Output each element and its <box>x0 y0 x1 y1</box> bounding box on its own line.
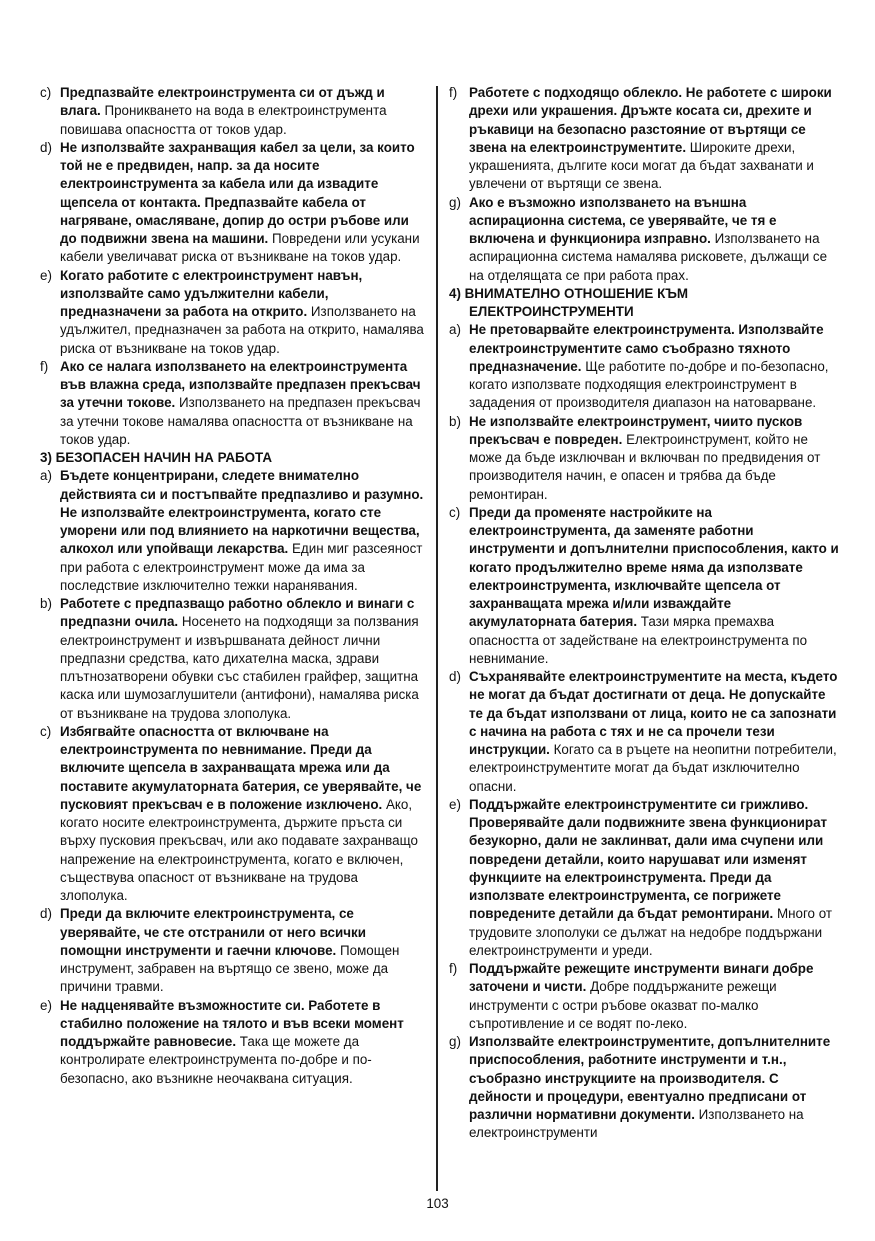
section-heading: 4) ВНИМАТЕЛНО ОТНОШЕНИЕ КЪМ ЕЛЕКТРОИНСТРУМЕНТИ <box>449 285 689 319</box>
item-text <box>469 1033 839 1143</box>
list-item <box>40 595 425 723</box>
list-item <box>40 358 425 449</box>
normal-text: Ако, когато носите електроинструмента, държите пръста си върху пусковия прекъсвач, или ако подавате захранващо напрежение на електроинструмента, когато е включен, съществува опасност от възникване на трудова злополука. <box>60 796 418 903</box>
item-text <box>60 997 425 1088</box>
item-text <box>469 84 839 194</box>
normal-text: Електроинструмент, който не може да бъде изключван и включван по предвидения от производителя начин, е опасен и трябва да бъде ремонтиран. <box>469 431 821 502</box>
normal-text: Повредени или усукани кабели увеличават риска от възникване на токов удар. <box>60 231 420 265</box>
normal-text: Ще работите по-добре и по-безопасно, когато използвате подходящия електроинструмент в зададения от производителя диапазон на натоварване. <box>469 358 829 411</box>
list-item <box>449 960 839 1033</box>
item-text <box>469 413 839 504</box>
item-text <box>60 267 425 358</box>
item-text <box>469 668 839 796</box>
item-label: d) <box>40 139 52 155</box>
list-item <box>449 84 839 194</box>
bold-text: Съхранявайте електроинструментите на места, където не могат да бъдат достигнати от деца. Не допускайте те да бъдат използвани от лица, които не са запознати с начина на работа с тях и не са прочели тези инструкции. <box>469 669 838 757</box>
normal-text: Използването на аспирационна система намалява рисковете, дължащи се на отделящата се при работа прах. <box>469 231 828 283</box>
item-label: b) <box>40 596 52 611</box>
bold-text: Ако е възможно използването на външна аспирационна система, се уверявайте, че тя е включена и функционира изправно. <box>469 194 777 246</box>
item-text <box>60 84 425 139</box>
bold-text: Бъдете концентрирани, следете внимателно действията си и постъпвайте предпазливо и разумно. Не използвайте електроинструмента, когато сте уморени или под влиянието на наркотични вещества, алкохол или упойващи лекарства. <box>60 468 424 557</box>
list-item <box>40 997 425 1088</box>
bold-text: Не използвайте електроинструмент, чиито пусков прекъсвач е повреден. <box>469 413 803 447</box>
item-label: a) <box>449 322 461 338</box>
list-item <box>40 723 425 906</box>
normal-text: Добре поддържаните режещи инструменти с остри ръбове оказват по-малко съпротивление и се водят по-леко. <box>469 979 777 1031</box>
list-item <box>40 267 425 358</box>
item-text <box>60 467 425 595</box>
normal-text: Така ще можете да контролирате електроинструмента по-добре и по-безопасно, ако възникне неочаквана ситуация. <box>60 1034 372 1086</box>
item-label: e) <box>40 267 52 283</box>
bold-text: Ако се налага използването на електроинструмента във влажна среда, използвайте предпазен прекъсвач за утечни токове. <box>60 358 421 411</box>
item-label: g) <box>449 1034 461 1049</box>
normal-text: Помощен инструмент, забравен на въртящо се звено, може да причини травми. <box>60 942 400 995</box>
item-label: f) <box>449 85 458 100</box>
item-label: d) <box>449 669 461 684</box>
item-label: c) <box>40 723 52 739</box>
item-text <box>469 796 839 960</box>
list-item <box>449 668 839 796</box>
list-item <box>449 413 839 504</box>
item-text <box>60 905 425 996</box>
item-text <box>60 595 425 723</box>
normal-text: Много от трудовите злополуки се дължат на недобре поддържани електроинструменти и уреди. <box>469 906 833 958</box>
list-item <box>449 504 839 668</box>
item-text <box>60 139 425 267</box>
item-label: g) <box>449 194 461 210</box>
item-label: b) <box>449 413 461 429</box>
item-label: e) <box>449 796 461 812</box>
item-label: a) <box>40 468 52 484</box>
bold-text: Използвайте електроинструментите, допълнителните приспособления, работните инструменти и т.н., съобразно инструкциите на производителя. С дейности и процедури, евентуално предписани от различни нормативни документи. <box>469 1034 831 1122</box>
item-label: f) <box>40 358 49 374</box>
normal-text: Тази мярка премахва опасността от задействане на електроинструмента по невнимание. <box>469 614 808 666</box>
normal-text: Носенето на подходящи за ползвания електроинструмент и извършваната дейност лични предпазни средства, като дихателна маска, здрави плътнозатворени обувки със стабилен грайфер, защитна каска или шумозаглушители (антифони), намалява риска от възникване на трудова злополука. <box>60 614 419 721</box>
normal-text: Един миг разсеяност при работа с електроинструмент може да има за последствие изключително тежки наранявания. <box>60 541 423 593</box>
list-item <box>449 194 839 285</box>
bold-text: Поддържайте електроинструментите си грижливо. Проверявайте дали подвижните звена функционират безукорно, дали не заклинват, дали има счупени или повредени детайли, които нарушават или изменят функциите на електроинструмента. Преди да използвате електроинструмента, се погрижете повредените детайли да бъдат ремонтирани. <box>469 796 828 922</box>
normal-text: Широките дрехи, украшенията, дългите коси могат да бъдат захванати и увлечени от въртящи се звена. <box>469 139 814 192</box>
normal-text: Използването на предпазен прекъсвач за утечни токове намалява опасността от възникване на токов удар. <box>60 395 421 447</box>
normal-text: Проникването на вода в електроинструмента повишава опасността от токов удар. <box>60 103 387 137</box>
item-label: c) <box>40 85 52 100</box>
item-label: f) <box>449 961 458 976</box>
bold-text: Избягвайте опасността от включване на електроинструмента по невнимание. Преди да включите щепсела в захранващата мрежа или да поставите акумулаторната батерия, се уверявайте, че пусковият прекъсвач е в положение изключено. <box>60 723 422 812</box>
item-text <box>60 358 425 449</box>
list-item <box>449 796 839 960</box>
left-column <box>40 84 425 1088</box>
item-label: e) <box>40 997 52 1013</box>
list-item <box>40 905 425 996</box>
item-label: d) <box>40 906 52 922</box>
item-text <box>469 960 839 1033</box>
bold-text: Не надценявайте възможностите си. Работете в стабилно положение на тялото и във всеки момент поддържайте равновесие. <box>60 997 404 1049</box>
column-divider <box>436 86 438 1191</box>
bold-text: Преди да включите електроинструмента, се уверявайте, че сте отстранили от него всички помощни инструменти и гаечни ключове. <box>60 906 366 958</box>
normal-text: Използването на удължител, предназначен за работа на открито, намалява риска от възникване на токов удар. <box>60 304 424 356</box>
section-heading: 3) БЕЗОПАСЕН НАЧИН НА РАБОТА <box>40 450 273 465</box>
list-item <box>449 321 839 412</box>
right-column <box>449 84 839 1143</box>
list-item <box>40 139 425 267</box>
bold-text: Поддържайте режещите инструменти винаги добре заточени и чисти. <box>469 961 814 995</box>
item-text <box>469 504 839 668</box>
item-text <box>469 321 839 412</box>
list-item <box>449 1033 839 1143</box>
bold-text: Преди да променяте настройките на електроинструмента, да заменяте работни инструменти и допълнителни приспособления, както и когато продължително време няма да използвате електроинструмента, изключвайте щепсела от захранващата мрежа и/или изваждайте акумулаторната батерия. <box>469 504 839 630</box>
bold-text: Работете с подходящо облекло. Не работете с широки дрехи или украшения. Дръжте косата си, дрехите и ръкавици на безопасно разстояние от въртящи се звена на електроинструментите. <box>469 85 832 155</box>
item-text <box>469 194 839 285</box>
bold-text: Работете с предпазващо работно облекло и винаги с предпазни очила. <box>60 596 415 630</box>
bold-text: Когато работите с електроинструмент навън, използвайте само удължителни кабели, предназначени за работа на открито. <box>60 267 363 319</box>
bold-text: Не претоварвайте електроинструмента. Използвайте електроинструментите само съобразно тяхното предназначение. <box>469 322 824 374</box>
normal-text: Когато са в ръцете на неопитни потребители, електроинструментите могат да бъдат изключително опасни. <box>469 742 837 794</box>
list-item <box>40 467 425 595</box>
page-number: 103 <box>426 1196 449 1211</box>
list-item <box>40 84 425 139</box>
bold-text: Не използвайте захранващия кабел за цели, за които той не е предвиден, напр. за да носите електроинструмента за кабела или да извадите щепсела от контакта. Предпазвайте кабела от нагряване, омасляване, допир до остри ръбове или до подвижни звена на машини. <box>60 139 415 246</box>
bold-text: Предпазвайте електроинструмента си от дъжд и влага. <box>60 85 385 119</box>
normal-text: Използването на електроинструменти <box>469 1107 804 1141</box>
item-text <box>60 723 425 906</box>
item-label: c) <box>449 504 461 520</box>
